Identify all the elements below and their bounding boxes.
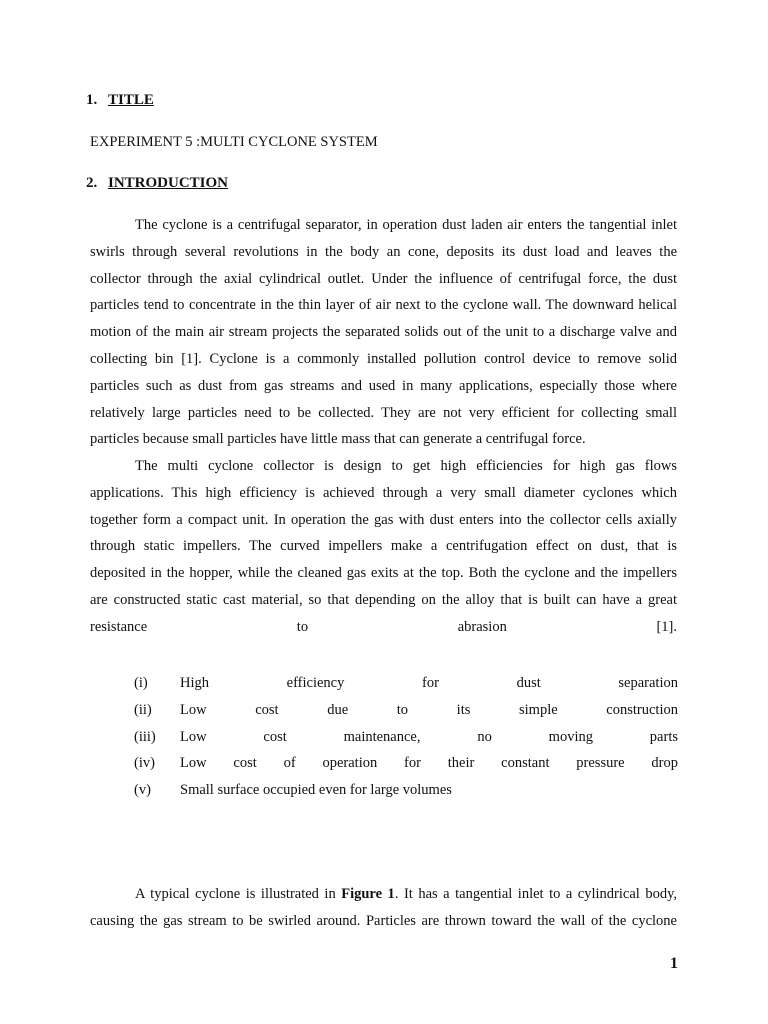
list-numeral: (v) — [134, 782, 151, 799]
paragraph-line: The cyclone is a centrifugal separator, in operation dust laden air enters the tangential inlet — [135, 217, 677, 233]
list-item-text: Small surface occupied even for large volumes — [180, 782, 452, 799]
paragraph-line: deposited in the hopper, while the cleaned gas exits at the top. Both the cyclone and the impellers — [90, 565, 677, 582]
list-item — [134, 670, 678, 697]
section-heading-title — [86, 92, 154, 109]
list-item — [134, 777, 678, 804]
list-item-text: Low cost maintenance, no moving parts — [180, 728, 678, 745]
experiment-title: EXPERIMENT 5 :MULTI CYCLONE SYSTEM — [90, 134, 378, 150]
list-item — [134, 697, 678, 724]
section-heading-introduction — [86, 175, 228, 192]
page-number: 1 — [670, 955, 678, 972]
paragraph-line — [90, 881, 677, 908]
figure-reference: Figure 1 — [341, 886, 395, 902]
text-run: . It has a tangential inlet to a cylindrical body, — [394, 886, 678, 902]
list-numeral: (iii) — [134, 728, 156, 745]
section-title: INTRODUCTION — [108, 175, 229, 191]
list-numeral: (iv) — [134, 755, 155, 772]
paragraph-line: particles such as dust from gas streams and used in many applications, especially those where — [90, 377, 677, 394]
list-item — [134, 724, 678, 751]
paragraph-line: motion of the main air stream projects the separated solids out of the unit to a discharge valve and — [90, 324, 677, 341]
paragraph-line: together form a compact unit. In operation the gas with dust enters into the collector cells axially — [90, 511, 677, 528]
paragraph-line: collector through the axial cylindrical outlet. Under the influence of centrifugal force, the dust — [90, 270, 677, 287]
paragraph-line: are constructed static cast material, so that depending on the alloy that is built can have a great — [90, 591, 677, 608]
section-title: TITLE — [108, 92, 154, 108]
text-run: A typical cyclone is illustrated in — [135, 886, 342, 902]
paragraph-line: applications. This high efficiency is achieved through a very small diameter cyclones which — [90, 484, 677, 501]
list-item-text: Low cost of operation for their constant pressure drop — [180, 755, 678, 772]
intro-paragraph-1 — [90, 212, 677, 453]
section-number: 2. — [86, 175, 98, 191]
list-item-text: High efficiency for dust separation — [180, 675, 678, 691]
paragraph-line: swirls through several revolutions in the body an cone, deposits its dust load and leaves the — [90, 243, 677, 260]
paragraph-line: relatively large particles need to be collected. They are not very efficient for collecting small — [90, 404, 677, 421]
paragraph-line: through static impellers. The curved impellers make a centrifugation effect on dust, that is — [90, 538, 677, 555]
list-numeral: (i) — [134, 675, 148, 691]
paragraph-line: particles tend to concentrate in the thin layer of air next to the cyclone wall. The downward helical — [90, 297, 677, 314]
intro-paragraph-3 — [90, 881, 677, 935]
paragraph-line: particles because small particles have little mass that can generate a centrifugal force. — [90, 431, 586, 448]
list-numeral: (ii) — [134, 701, 152, 718]
paragraph-line: resistance to abrasion [1]. — [90, 618, 677, 635]
list-item — [134, 750, 678, 777]
list-item-text: Low cost due to its simple construction — [180, 701, 678, 718]
paragraph-line: causing the gas stream to be swirled around. Particles are thrown toward the wall of the cyclone — [90, 912, 677, 929]
section-number: 1. — [86, 92, 98, 108]
paragraph-line: The multi cyclone collector is design to get high efficiencies for high gas flows — [135, 458, 677, 474]
advantages-list — [134, 670, 678, 804]
paragraph-line: collecting bin [1]. Cyclone is a commonly installed pollution control device to remove solid — [90, 350, 677, 367]
intro-paragraph-2 — [90, 453, 677, 641]
